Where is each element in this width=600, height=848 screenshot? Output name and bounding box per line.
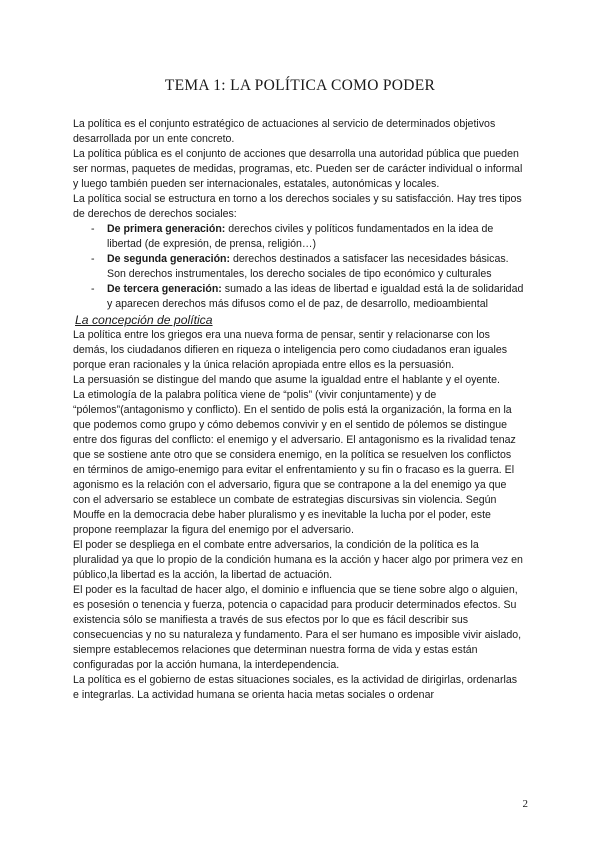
list-dash: - (91, 283, 95, 295)
intro-paragraph: La política social se estructura en torno a los derechos sociales y su satisfacción. Hay tres tipos de derechos de derechos sociales: (73, 193, 522, 220)
list-item (73, 282, 525, 312)
body-paragraph: El poder se despliega en el combate entre adversarios, la condición de la política es la pluralidad ya que lo propio de la condición humana es la acción y hacer algo por primera vez en público,la libertad es la acción, la libertad de actuación. (73, 539, 523, 581)
generation-description: derechos civiles y políticos fundamentados en la idea de libertad (de expresión, de prensa, religión…) (107, 223, 494, 250)
list-dash: - (91, 223, 95, 235)
generation-term: De primera generación: (107, 223, 226, 235)
intro-paragraph: La política pública es el conjunto de acciones que desarrolla una autoridad pública que pueden ser normas, paquetes de medidas, programas, etc. Pueden ser de carácter individual o informal y luego también pueden ser internacionales, estatales, autonómicas y locales. (73, 148, 523, 190)
generation-term: De tercera generación: (107, 283, 222, 295)
list-item (73, 222, 525, 252)
body-paragraph: La persuasión se distingue del mando que asume la igualdad entre el hablante y el oyente. (73, 374, 500, 386)
intro-paragraph: La política es el conjunto estratégico de actuaciones al servicio de determinados objetivos desarrollada por un ente concreto. (73, 118, 496, 145)
list-item (73, 252, 525, 282)
section-heading: La concepción de política (75, 313, 213, 327)
body-paragraph: El poder es la facultad de hacer algo, el dominio e influencia que se tiene sobre algo o alguien, es posesión o tenencia y fuerza, potencia o capacidad para producir determinados efectos. Su existencia sólo se manifiesta a través de sus efectos por lo que es fácil describir sus consecuencias y no su naturaleza y fundamento. Para el ser humano es imposible vivir aislado, siempre establecemos relaciones que determinan nuestra forma de vida y estas están configuradas por la acción humana, la interdependencia. (73, 584, 522, 671)
rights-generations-list (73, 222, 525, 312)
generation-term: De segunda generación: (107, 253, 231, 265)
generation-description: derechos destinados a satisfacer las necesidades básicas. Son derechos instrumentales, los derecho sociales de tipo económico y culturales (107, 253, 509, 280)
body-paragraph: La etimología de la palabra política viene de “polis” (vivir conjuntamente) y de “pólemos”(antagonismo y conflicto). En el sentido de polis está la organización, la forma en la que podemos como grupo y cómo debemos convivir y en el sentido de pólemos se distingue entre dos figuras del conflicto: el enemigo y el adversario. El antagonismo es la rivalidad tenaz que se sostiene ante otro que se considera enemigo, en la política se resuelven los conflictos en términos de amigo-enemigo para evitar el enfrentamiento y su fin o fracaso es la guerra. El agonismo es la relación con el adversario, figura que se contrapone a la del enemigo ya que con el adversario se establece un combate de estrategias discursivas sin violencia. Según Mouffe en la democracia debe haber pluralismo y es inevitable la lucha por el poder, este propone reemplazar la figura del enemigo por el adversario. (73, 389, 516, 536)
list-dash: - (91, 253, 95, 265)
body-paragraph: La política entre los griegos era una nueva forma de pensar, sentir y relacionarse con los demás, los ciudadanos difieren en riqueza o inteligencia pero como ciudadanos eran iguales porque eran racionales y la única relación apropiada entre ellos es la persuasión. (73, 329, 508, 371)
page-number: 2 (522, 798, 528, 810)
generation-description: sumado a las ideas de libertad e igualdad está la de solidaridad y aparecen derechos más difusos como el de paz, de desarrollo, medioambiental (107, 283, 524, 310)
page-title: TEMA 1: LA POLÍTICA COMO PODER (164, 77, 436, 94)
body-paragraph: La política es el gobierno de estas situaciones sociales, es la actividad de dirigirlas, ordenarlas e integrarlas. La actividad humana se orienta hacia metas sociales o ordenar (73, 674, 518, 701)
document-body (73, 117, 525, 703)
